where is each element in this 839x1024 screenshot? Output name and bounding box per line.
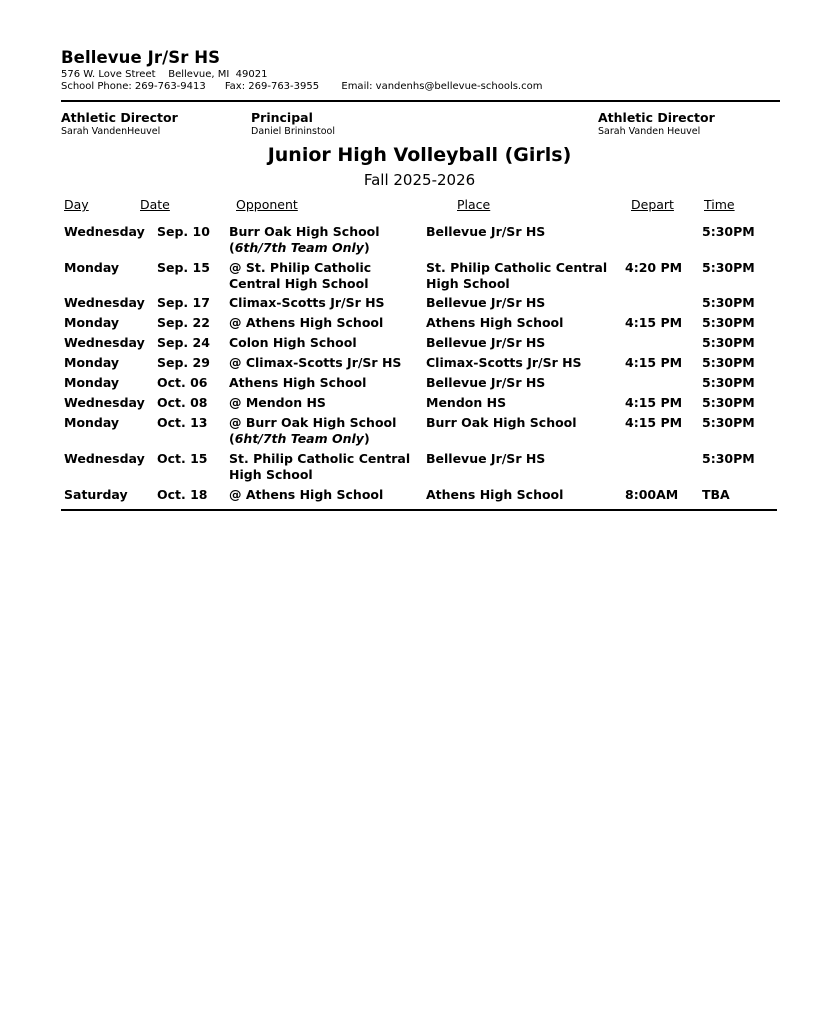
staff-athletic-director	[61, 110, 178, 137]
cell-depart	[625, 355, 682, 371]
cell-place	[426, 355, 582, 371]
schedule-title: Junior High Volleyball (Girls)	[267, 144, 572, 166]
school-street: 576 W. Love Street	[61, 69, 156, 80]
cell-opponent-text: Athens High School	[229, 375, 367, 390]
cell-date	[157, 260, 210, 276]
cell-place	[426, 315, 563, 331]
cell-day	[64, 295, 145, 311]
cell-depart	[625, 260, 682, 276]
cell-opponent	[229, 224, 380, 256]
cell-time-text: TBA	[702, 487, 730, 502]
cell-time-text: 5:30PM	[702, 375, 755, 390]
school-name: Bellevue Jr/Sr HS	[61, 48, 221, 67]
cell-place-text: Climax-Scotts Jr/Sr HS	[426, 355, 582, 370]
cell-depart-text: 8:00AM	[625, 487, 679, 502]
cell-time	[702, 315, 755, 331]
cell-day-text: Wednesday	[64, 395, 145, 410]
cell-depart	[625, 487, 678, 503]
cell-date-text: Sep. 22	[157, 315, 210, 330]
cell-opponent	[229, 451, 410, 483]
cell-opponent	[229, 335, 357, 351]
cell-opponent-note: (6th/7th Team Only)	[229, 240, 370, 255]
cell-opponent-text: @ Athens High School	[229, 487, 384, 502]
cell-day-text: Wednesday	[64, 335, 145, 350]
cell-time	[702, 395, 755, 411]
cell-place	[426, 224, 545, 240]
cell-time	[702, 260, 755, 276]
cell-depart	[625, 415, 682, 431]
cell-time	[702, 335, 755, 351]
cell-opponent-text: @ Burr Oak High School	[229, 415, 397, 430]
cell-opponent	[229, 295, 385, 311]
cell-place-text: Mendon HS	[426, 395, 507, 410]
cell-place-text: Bellevue Jr/Sr HS	[426, 375, 546, 390]
team-note-text: 6th/7th Team Only	[234, 240, 364, 255]
cell-day-text: Monday	[64, 260, 120, 275]
cell-day	[64, 375, 119, 391]
cell-opponent-text: @ Mendon HS	[229, 395, 326, 410]
cell-day	[64, 451, 145, 467]
cell-time-text: 5:30PM	[702, 395, 755, 410]
cell-opponent	[229, 315, 383, 331]
cell-date	[157, 355, 210, 371]
cell-opponent-text: Burr Oak High School	[229, 224, 380, 239]
cell-date-text: Sep. 24	[157, 335, 210, 350]
cell-place	[426, 295, 545, 311]
cell-place-text: St. Philip Catholic Central	[426, 260, 608, 275]
cell-day	[64, 260, 119, 276]
cell-place-text: Athens High School	[426, 315, 564, 330]
cell-depart	[625, 315, 682, 331]
cell-day-text: Monday	[64, 355, 120, 370]
staff-principal	[251, 110, 335, 137]
cell-depart-text: 4:15 PM	[625, 395, 683, 410]
column-header-time: Time	[704, 197, 735, 212]
staff-name: Daniel Brininstool	[251, 126, 335, 137]
cell-date-text: Oct. 08	[157, 395, 208, 410]
school-address	[61, 69, 267, 80]
cell-date-text: Sep. 17	[157, 295, 210, 310]
cell-place	[426, 260, 607, 292]
cell-day-text: Wednesday	[64, 295, 145, 310]
staff-name: Sarah Vanden Heuvel	[598, 126, 701, 137]
cell-date	[157, 451, 208, 467]
cell-day-text: Monday	[64, 415, 120, 430]
cell-place	[426, 395, 506, 411]
cell-time	[702, 224, 755, 240]
cell-time-text: 5:30PM	[702, 355, 755, 370]
cell-time	[702, 295, 755, 311]
cell-date-text: Oct. 18	[157, 487, 208, 502]
school-city: Bellevue, MI 49021	[168, 69, 268, 80]
team-note-text: 6ht/7th Team Only	[234, 431, 364, 446]
staff-name: Sarah VandenHeuvel	[61, 126, 161, 137]
cell-date	[157, 224, 210, 240]
cell-place	[426, 335, 545, 351]
cell-time	[702, 355, 755, 371]
cell-time-text: 5:30PM	[702, 415, 755, 430]
cell-time	[702, 375, 755, 391]
cell-date	[157, 315, 210, 331]
cell-place	[426, 375, 545, 391]
cell-time	[702, 487, 730, 503]
cell-place-line2: High School	[426, 276, 510, 291]
cell-day	[64, 415, 119, 431]
cell-place-text: Bellevue Jr/Sr HS	[426, 295, 546, 310]
cell-opponent-text: @ Athens High School	[229, 315, 384, 330]
staff-role: Athletic Director	[598, 110, 715, 125]
cell-day-text: Monday	[64, 375, 120, 390]
cell-opponent-line2: Central High School	[229, 276, 369, 291]
cell-day-text: Monday	[64, 315, 120, 330]
cell-date	[157, 335, 210, 351]
cell-place-text: Athens High School	[426, 487, 564, 502]
column-header-depart: Depart	[631, 197, 674, 212]
cell-place-text: Burr Oak High School	[426, 415, 577, 430]
cell-time-text: 5:30PM	[702, 295, 755, 310]
cell-depart	[625, 395, 682, 411]
cell-opponent-note: (6ht/7th Team Only)	[229, 431, 370, 446]
cell-opponent-text: @ Climax-Scotts Jr/Sr HS	[229, 355, 402, 370]
school-email: Email: vandenhs@bellevue-schools.com	[341, 81, 543, 92]
cell-place-text: Bellevue Jr/Sr HS	[426, 224, 546, 239]
cell-date-text: Sep. 15	[157, 260, 210, 275]
cell-day	[64, 224, 145, 240]
column-header-date: Date	[140, 197, 170, 212]
cell-opponent	[229, 487, 383, 503]
cell-depart-text: 4:15 PM	[625, 315, 683, 330]
cell-day	[64, 315, 119, 331]
cell-opponent	[229, 375, 366, 391]
cell-time-text: 5:30PM	[702, 335, 755, 350]
staff-role: Athletic Director	[61, 110, 178, 125]
cell-opponent-text: Colon High School	[229, 335, 357, 350]
cell-day	[64, 335, 145, 351]
cell-date-text: Sep. 29	[157, 355, 210, 370]
cell-date	[157, 487, 208, 503]
school-fax: Fax: 269-763-3955	[224, 81, 320, 92]
cell-date	[157, 415, 208, 431]
cell-time	[702, 415, 755, 431]
cell-place-text: Bellevue Jr/Sr HS	[426, 451, 546, 466]
cell-time-text: 5:30PM	[702, 260, 755, 275]
cell-time-text: 5:30PM	[702, 451, 755, 466]
column-header-opponent: Opponent	[236, 197, 298, 212]
cell-place	[426, 451, 545, 467]
cell-opponent	[229, 415, 396, 447]
cell-date-text: Oct. 13	[157, 415, 208, 430]
cell-opponent-line2: High School	[229, 467, 313, 482]
cell-depart-text: 4:20 PM	[625, 260, 683, 275]
cell-opponent	[229, 355, 401, 371]
cell-day	[64, 487, 128, 503]
cell-place	[426, 487, 563, 503]
cell-opponent-text: Climax-Scotts Jr/Sr HS	[229, 295, 385, 310]
cell-opponent	[229, 260, 371, 292]
cell-place	[426, 415, 577, 431]
cell-time	[702, 451, 755, 467]
cell-depart-text: 4:15 PM	[625, 415, 683, 430]
cell-date-text: Oct. 15	[157, 451, 208, 466]
cell-day	[64, 355, 119, 371]
season-label: Fall 2025-2026	[363, 171, 476, 189]
header-divider	[61, 100, 780, 102]
cell-time-text: 5:30PM	[702, 224, 755, 239]
staff-role: Principal	[251, 110, 313, 125]
column-header-place: Place	[457, 197, 491, 212]
cell-day-text: Saturday	[64, 487, 128, 502]
cell-opponent	[229, 395, 326, 411]
school-contact	[61, 81, 542, 92]
cell-day-text: Wednesday	[64, 224, 145, 239]
column-header-day: Day	[64, 197, 89, 212]
table-bottom-rule	[61, 509, 777, 511]
cell-date	[157, 295, 210, 311]
cell-date-text: Sep. 10	[157, 224, 210, 239]
cell-depart-text: 4:15 PM	[625, 355, 683, 370]
cell-date	[157, 395, 208, 411]
cell-date	[157, 375, 208, 391]
cell-time-text: 5:30PM	[702, 315, 755, 330]
school-phone: School Phone: 269-763-9413	[61, 81, 206, 92]
staff-athletic-director-2	[598, 110, 715, 137]
cell-opponent-text: @ St. Philip Catholic	[229, 260, 372, 275]
cell-day-text: Wednesday	[64, 451, 145, 466]
cell-place-text: Bellevue Jr/Sr HS	[426, 335, 546, 350]
cell-day	[64, 395, 145, 411]
cell-date-text: Oct. 06	[157, 375, 208, 390]
cell-opponent-text: St. Philip Catholic Central	[229, 451, 411, 466]
